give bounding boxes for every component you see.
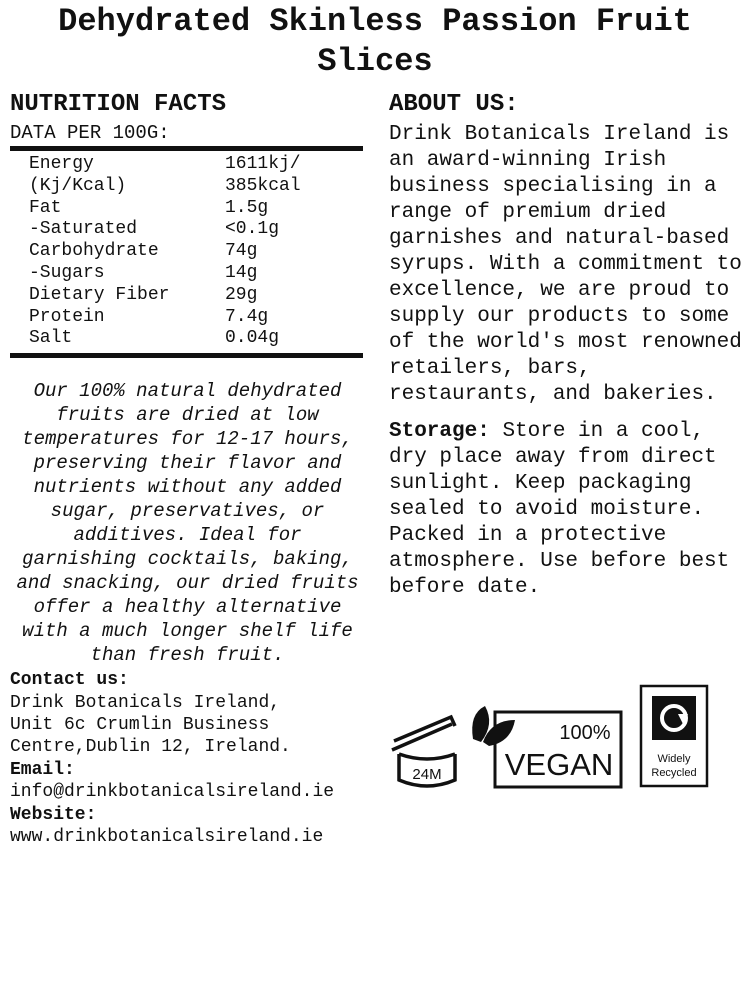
nutrition-row: [10, 241, 363, 263]
nutrient-label: Carbohydrate: [29, 241, 159, 262]
nutrition-row: [10, 176, 363, 198]
nutrition-subheading: DATA PER 100G:: [10, 122, 170, 144]
about-text: Drink Botanicals Ireland is an award-winning Irish business specialising in a range of premium dried garnishes and natural-based syrups. With a commitment to excellence, we are proud to supply our products to some of the world's most renowned retailers, bars, restaurants, and bakeries.: [389, 123, 742, 406]
vegan-percent: 100%: [559, 722, 611, 744]
nutrient-label: Salt: [29, 328, 73, 349]
contact-block: [10, 669, 365, 848]
email-label: Email:: [10, 759, 75, 780]
nutrient-label: -Sugars: [29, 262, 105, 283]
address-line: Drink Botanicals Ireland,: [10, 692, 281, 713]
about-column: [389, 90, 745, 601]
nutrient-label: Dietary Fiber: [29, 284, 170, 305]
nutrient-value: 7.4g: [225, 306, 269, 327]
recycle-line2: Recycled: [651, 767, 697, 779]
nutrient-value: 1.5g: [225, 197, 269, 218]
address-line: Centre,Dublin 12, Ireland.: [10, 737, 291, 758]
nutrition-heading: NUTRITION FACTS: [10, 91, 227, 118]
certification-icons: [389, 684, 719, 794]
nutrition-row: [10, 285, 363, 307]
recycle-badge: [641, 686, 707, 786]
vegan-text: VEGAN: [504, 747, 614, 782]
website-url: www.drinkbotanicalsireland.ie: [10, 827, 324, 848]
nutrient-value: 385kcal: [225, 175, 301, 196]
recycle-line1: Widely: [657, 753, 691, 765]
storage-text: Store in a cool, dry place away from direct sunlight. Keep packaging sealed to avoid moisture. Packed in a protective atmosphere. Use before best before date.: [389, 420, 730, 599]
nutrient-label: Protein: [29, 306, 105, 327]
email-address: info@drinkbotanicalsireland.ie: [10, 782, 335, 803]
nutrition-table: [10, 146, 363, 358]
contact-label: Contact us:: [10, 670, 129, 691]
nutrient-label: Energy: [29, 154, 94, 174]
website-label: Website:: [10, 804, 97, 825]
nutrient-value: 74g: [225, 241, 258, 262]
about-heading: ABOUT US:: [389, 91, 519, 118]
nutrient-value: 29g: [225, 284, 258, 305]
vegan-badge: [472, 706, 621, 787]
storage-label: Storage:: [389, 420, 490, 443]
storage-block: [389, 419, 745, 601]
nutrient-value: 0.04g: [225, 328, 280, 349]
nutrition-row: [10, 307, 363, 329]
product-title: Dehydrated Skinless Passion Fruit Slices: [58, 3, 692, 80]
nutrition-column: [10, 90, 365, 848]
nutrient-value: 14g: [225, 262, 258, 283]
nutrient-label: Fat: [29, 197, 62, 218]
nutrition-row: [10, 198, 363, 220]
nutrient-value: 1611kj/: [225, 154, 301, 174]
pao-text: 24M: [412, 766, 442, 783]
nutrition-row: [10, 263, 363, 285]
nutrient-label: -Saturated: [29, 219, 138, 240]
nutrient-label: (Kj/Kcal): [29, 175, 127, 196]
nutrient-value: <0.1g: [225, 219, 280, 240]
nutrition-row: [10, 328, 363, 350]
open-jar-icon: [392, 717, 455, 786]
address-line: Unit 6c Crumlin Business: [10, 714, 270, 735]
product-description: Our 100% natural dehydrated fruits are dried at low temperatures for 12-17 hours, preserving their flavor and nutrients without any added sugar, preservatives, or additives. Ideal for garnishing cocktails, baking, and snacking, our dried fruits offer a healthy alternative with a much longer shelf life than fresh fruit.: [16, 380, 359, 667]
nutrition-row: [10, 219, 363, 241]
nutrition-row: [10, 154, 363, 176]
